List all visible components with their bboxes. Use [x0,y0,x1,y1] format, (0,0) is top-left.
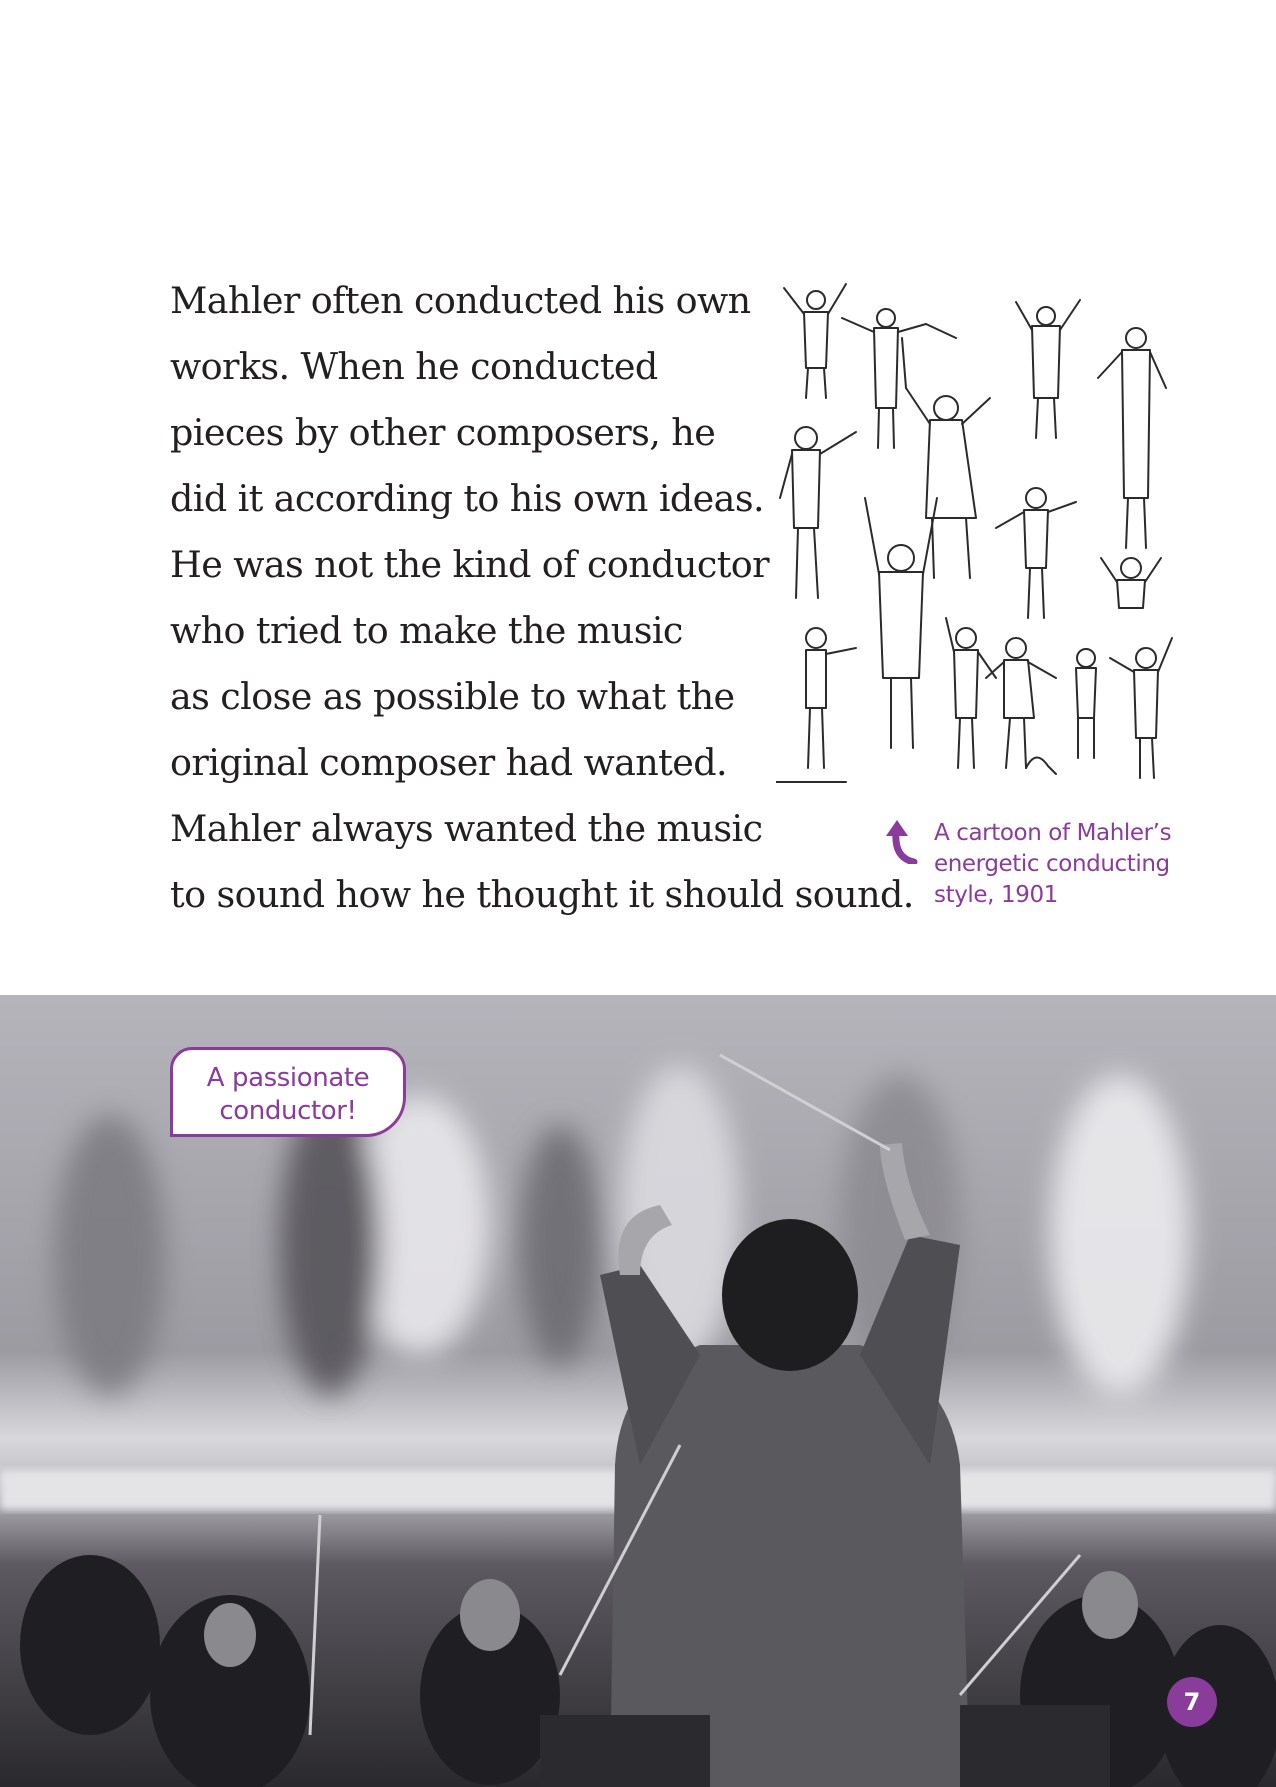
speech-bubble [170,1047,406,1137]
body-line: to sound how he thought it should sound. [170,873,914,916]
curved-arrow-icon [884,818,924,864]
body-line: Mahler often conducted his own [170,279,751,322]
bubble-line: conductor! [219,1096,357,1126]
body-line: did it according to his own ideas. [170,477,764,520]
body-line: who tried to make the music [170,609,683,652]
body-line: works. When he conducted [170,345,658,388]
caption-line: style, 1901 [934,882,1058,908]
body-line: Mahler always wanted the music [170,807,763,850]
body-line: pieces by other composers, he [170,411,716,454]
caption-line: energetic conducting [934,851,1170,877]
body-line: original composer had wanted. [170,741,728,784]
body-line: as close as possible to what the [170,675,735,718]
bubble-line: A passionate [206,1063,370,1093]
conductor-cartoon-illustration [776,278,1176,784]
caption-line: A cartoon of Mahler’s [934,820,1172,846]
cartoon-caption [934,818,1194,911]
body-line: He was not the kind of conductor [170,543,769,586]
page-number: 7 [1167,1677,1217,1727]
